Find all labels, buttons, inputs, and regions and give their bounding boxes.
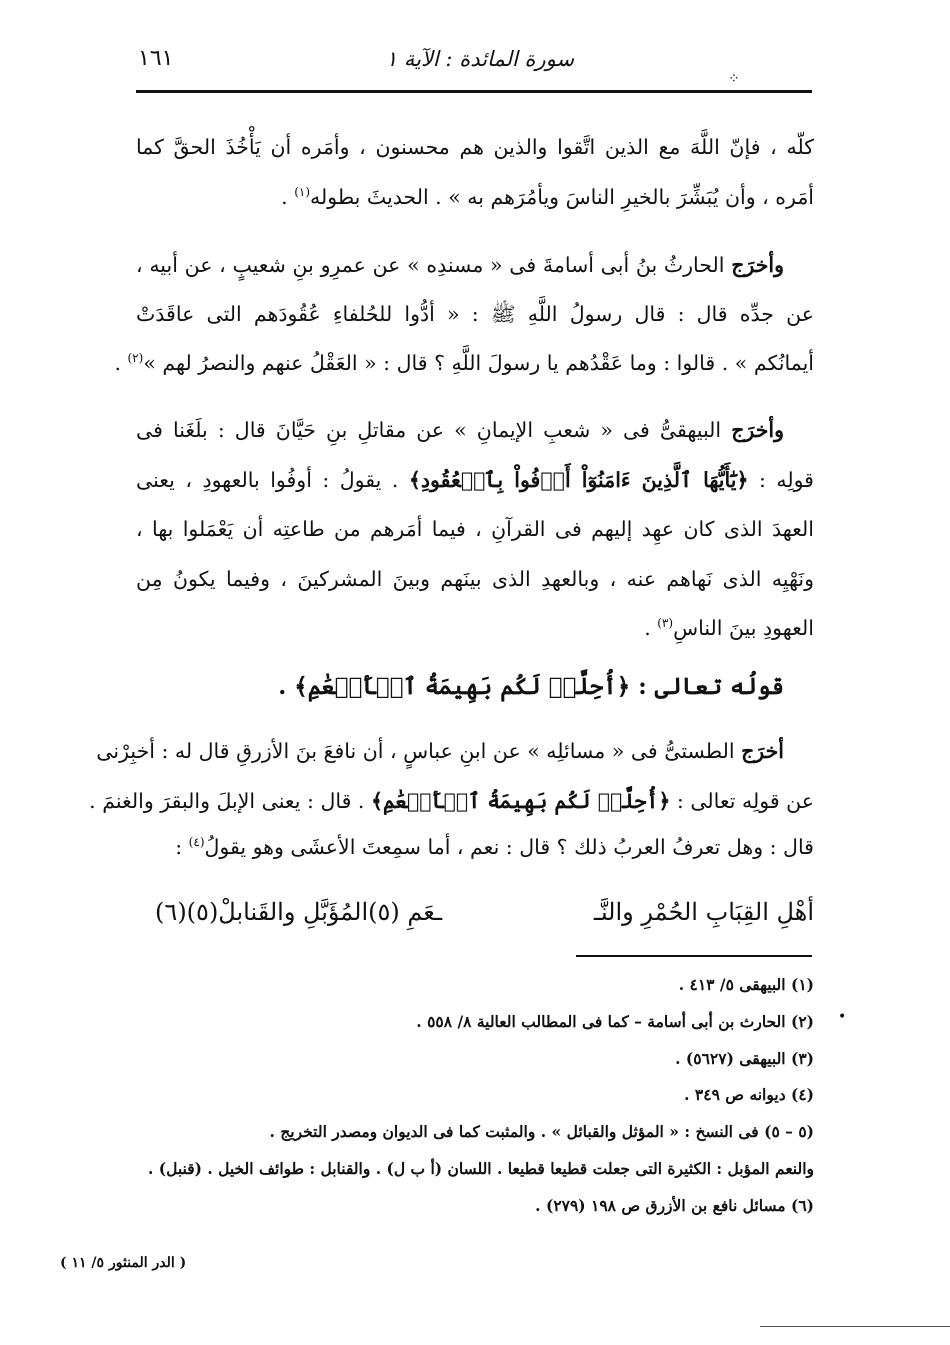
text-line xyxy=(136,240,814,290)
footnote: (٦) مسائل نافع بن الأزرق ص ١٩٨ (٢٧٩) . xyxy=(535,1196,814,1215)
text-span: . xyxy=(644,616,658,640)
footnote: (٥ – ٥) فى النسخ : « المؤثل والقبائل » . والمثبت كما فى الديوان ومصدر التخريج . xyxy=(269,1122,814,1141)
text-span: قال : وهل تعرفُ العربُ ذلك ؟ قال : نعم ، أما سمِعتَ الأعشَى وهو يقولُ xyxy=(204,835,814,859)
text-span: : xyxy=(175,835,189,859)
text-line xyxy=(89,776,814,826)
text-line xyxy=(136,554,814,604)
footnote: (٤) ديوانه ص ٣٤٩ . xyxy=(684,1085,814,1104)
text-span: الطستىُّ فى « مسائلِه » عن ابنِ عباسٍ ، أن نافعَ بنَ الأزرقِ قال له : أخبِرْنى xyxy=(96,739,742,763)
text-line xyxy=(136,289,814,339)
page-number: ١٦١ xyxy=(138,46,174,71)
footnote-ref: (١) xyxy=(294,185,311,200)
text-span: كلّه ، فإنّ اللَّهَ مع الذين اتَّقوا والذين هم محسنون ، وأمَره أن يَأْخُذَ الحقَّ كما xyxy=(136,135,814,159)
text-span: البيهقىُّ فى « شعبِ الإيمانِ » عن مقاتلِ بنِ حَيَّانَ قال : بلَغَنا فى xyxy=(136,418,732,442)
footnote-ref: (٤) xyxy=(188,835,205,850)
text-span: . xyxy=(114,351,128,375)
stray-mark: • xyxy=(838,1009,847,1025)
text-line xyxy=(114,338,814,388)
quran-verse: ﴿أُحِلَّتۡ لَكُم بَهِيمَةُ ٱلۡأَنۡعَٰمِ﴾ xyxy=(294,673,631,700)
poem-hemistich-1: أهْلِ القِبَابِ الحُمْرِ والنَّـ xyxy=(593,898,814,926)
poem-hemistich-2: ـعَمِ (٥)المُؤَبَّلِ والقَنابلْ(٥)(٦) xyxy=(155,898,442,926)
ornament-dots: ⁘ xyxy=(728,71,741,87)
text-span: ونَهْيِه الذى نَهاهم عنه ، وبالعهدِ الذى بينَهم وبينَ المشركينَ ، وفيما يكونُ مِن xyxy=(136,567,814,591)
text-span: الحارثُ بنُ أبى أسامةَ فى « مسندِه » عن عمرِو بنِ شعيبٍ ، عن أبيه ، xyxy=(136,253,732,277)
text-line xyxy=(136,822,814,872)
section-heading xyxy=(136,662,814,712)
text-line xyxy=(136,455,814,505)
lead-word: أخرَج xyxy=(741,739,784,763)
text-span: . xyxy=(281,185,295,209)
text-span: عن قولِه تعالى : xyxy=(670,789,814,813)
text-span: . xyxy=(278,673,295,700)
text-span: قولِه : xyxy=(748,468,814,492)
header-rule xyxy=(136,90,812,93)
text-line xyxy=(136,405,814,455)
poem-verse xyxy=(136,886,814,938)
quran-verse: ﴿أُحِلَّتۡ لَكُم بَهِيمَةُ ٱلۡأَنۡعَٰمِ﴾ xyxy=(370,789,671,813)
text-span: العهودِ بينَ الناسِ xyxy=(673,616,814,640)
text-span: . قال : يعنى الإبلَ والبقرَ والغنمَ . xyxy=(89,789,371,813)
bottom-rule xyxy=(760,1326,950,1327)
footnote-ref: (٣) xyxy=(657,616,674,631)
running-title: سورة المائدة : الآية ١ xyxy=(385,47,575,71)
footnote-ref: (٢) xyxy=(127,351,144,366)
text-span: عن جدِّه قال : قال رسولُ اللَّهِ ﷺ : « أدُّوا للحُلفاءِ عُقُودَهم التى عاقَدَتْ xyxy=(136,302,814,326)
footnote: والنعم المؤبل : الكثيرة التى جعلت قطيعا قطيعا . اللسان (أ ب ل) . والقنابل : طوائف الخيل . (قنبل) . xyxy=(147,1159,814,1178)
text-line xyxy=(136,504,814,554)
footnote: (٢) الحارث بن أبى أسامة – كما فى المطالب العالية ٨/ ٥٥٨ . xyxy=(416,1012,814,1031)
text-span: العهدَ الذى كان عهِد إليهم فى القرآنِ ، فيما أمَرهم من طاعتِه أن يَعْمَلوا بها ، xyxy=(136,517,814,541)
lead-word: وأخرَج xyxy=(731,253,784,277)
signature-mark: ( الدر المنثور ٥/ ١١ ) xyxy=(60,1255,187,1271)
text-span: أيمانُكم » . قالوا : وما عَقْدُهم يا رسولَ اللَّهِ ؟ قال : « العَقْلُ عنهم والنصرُ لهم » xyxy=(143,351,814,375)
footnote: (٣) البيهقى (٥٦٢٧) . xyxy=(675,1049,814,1068)
text-line xyxy=(136,122,814,172)
text-line xyxy=(96,726,814,776)
text-line xyxy=(136,172,814,222)
lead-word: وأخرَج xyxy=(731,418,784,442)
footnote: (١) البيهقى ٥/ ٤١٣ . xyxy=(678,975,814,994)
text-line xyxy=(136,603,814,653)
heading-label: قولُه تعالى : xyxy=(630,673,784,700)
quran-verse: ﴿يَٰٓأَيُّهَا ٱلَّذِينَ ءَامَنُوٓاْ أَوۡفُواْ بِٱلۡعُقُودِ﴾ xyxy=(408,468,749,492)
footnote-rule xyxy=(576,955,812,957)
text-span: . يقولُ : أوفُوا بالعهودِ ، يعنى xyxy=(136,468,409,492)
text-span: أمَره ، وأن يُبَشِّرَ بالخيرِ الناسَ ويأمُرَهم به » . الحديثَ بطوله xyxy=(310,185,814,209)
